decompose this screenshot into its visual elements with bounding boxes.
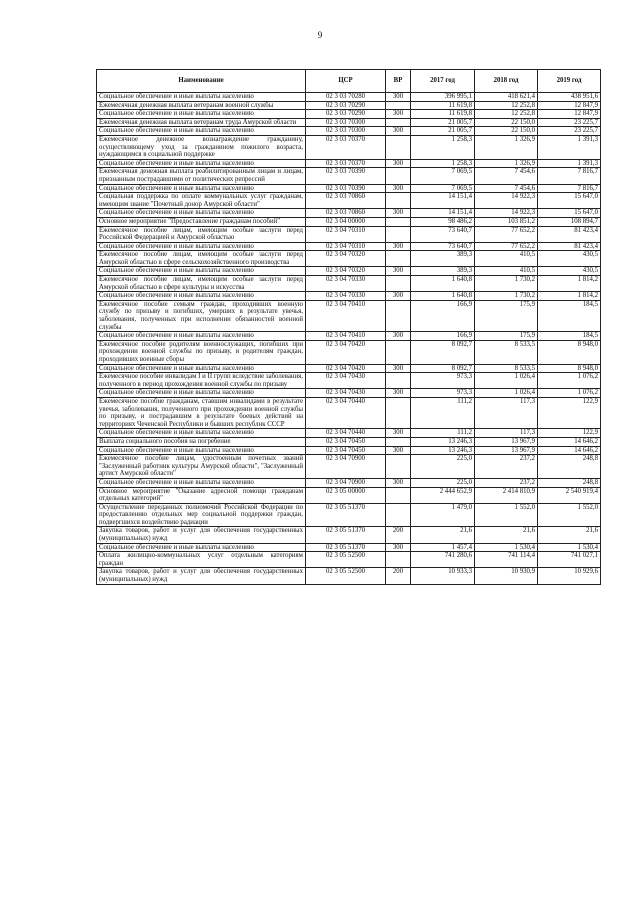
cell-2017: 13 246,3 bbox=[411, 446, 475, 455]
cell-name: Оплата жилищно-коммунальных услуг отдельным категориям граждан bbox=[97, 552, 306, 568]
header-csr: ЦСР bbox=[306, 70, 386, 93]
cell-2019: 8 948,0 bbox=[538, 340, 601, 364]
table-row bbox=[97, 110, 601, 119]
cell-2019: 184,5 bbox=[538, 300, 601, 331]
cell-2017: 1 258,3 bbox=[411, 159, 475, 168]
cell-csr: 02 3 03 70370 bbox=[306, 135, 386, 159]
table-row bbox=[97, 159, 601, 168]
cell-name: Ежемесячное пособие родителям военнослужащих, погибших при прохождении военной службы по призыву, и родителям граждан, проходивших военные сборы bbox=[97, 340, 306, 364]
cell-vr bbox=[386, 226, 411, 242]
cell-2018: 741 114,4 bbox=[475, 552, 538, 568]
cell-name: Социальная поддержка по оплате коммунальных услуг гражданам, имеющим звание "Почетный донор Амурской области" bbox=[97, 193, 306, 209]
cell-2018: 175,9 bbox=[475, 332, 538, 341]
cell-2019: 14 646,2 bbox=[538, 437, 601, 446]
cell-2018: 175,9 bbox=[475, 300, 538, 331]
cell-vr bbox=[386, 251, 411, 267]
page-number: 9 bbox=[317, 30, 323, 40]
cell-2017: 8 092,7 bbox=[411, 340, 475, 364]
table-row bbox=[97, 93, 601, 102]
cell-csr: 02 3 04 70450 bbox=[306, 446, 386, 455]
cell-vr bbox=[386, 135, 411, 159]
cell-2018: 1 730,2 bbox=[475, 276, 538, 292]
cell-csr: 02 3 04 70430 bbox=[306, 389, 386, 398]
table-row bbox=[97, 389, 601, 398]
cell-2019: 10 929,6 bbox=[538, 568, 601, 584]
table-row bbox=[97, 217, 601, 226]
cell-vr bbox=[386, 168, 411, 184]
cell-vr bbox=[386, 193, 411, 209]
cell-2018: 418 621,4 bbox=[475, 93, 538, 102]
table-row bbox=[97, 118, 601, 127]
table-row bbox=[97, 543, 601, 552]
cell-name: Выплата социального пособия на погребение bbox=[97, 437, 306, 446]
cell-2017: 1 479,0 bbox=[411, 503, 475, 527]
cell-2018: 237,2 bbox=[475, 455, 538, 479]
cell-2019: 15 647,0 bbox=[538, 209, 601, 218]
cell-2018: 8 533,5 bbox=[475, 340, 538, 364]
cell-2018: 1 552,0 bbox=[475, 503, 538, 527]
cell-vr: 300 bbox=[386, 184, 411, 193]
table-row bbox=[97, 568, 601, 584]
cell-vr: 300 bbox=[386, 446, 411, 455]
cell-2019: 248,8 bbox=[538, 455, 601, 479]
cell-2017: 1 258,3 bbox=[411, 135, 475, 159]
cell-name: Осуществление переданных полномочий Российской Федерации по предоставлению отдельных мер социальной поддержки граждан, подвергшихся воздействию радиации bbox=[97, 503, 306, 527]
cell-2017: 13 246,3 bbox=[411, 437, 475, 446]
cell-2017: 111,2 bbox=[411, 429, 475, 438]
cell-2019: 1 391,3 bbox=[538, 135, 601, 159]
cell-vr: 300 bbox=[386, 478, 411, 487]
cell-2018: 237,2 bbox=[475, 478, 538, 487]
cell-csr: 02 3 05 51370 bbox=[306, 543, 386, 552]
cell-name: Ежемесячная денежная выплата ветеранам труда Амурской области bbox=[97, 118, 306, 127]
cell-2017: 11 619,8 bbox=[411, 110, 475, 119]
cell-2018: 2 414 810,9 bbox=[475, 487, 538, 503]
cell-2017: 73 640,7 bbox=[411, 242, 475, 251]
cell-csr: 02 3 03 70300 bbox=[306, 127, 386, 136]
cell-vr: 300 bbox=[386, 267, 411, 276]
cell-csr: 02 3 05 52500 bbox=[306, 552, 386, 568]
header-2017: 2017 год bbox=[411, 70, 475, 93]
cell-vr bbox=[386, 373, 411, 389]
cell-csr: 02 3 04 70410 bbox=[306, 300, 386, 331]
cell-vr: 300 bbox=[386, 429, 411, 438]
cell-name: Закупка товаров, работ и услуг для обеспечения государственных (муниципальных) нужд bbox=[97, 568, 306, 584]
cell-2018: 13 967,9 bbox=[475, 446, 538, 455]
cell-vr bbox=[386, 455, 411, 479]
cell-2019: 14 646,2 bbox=[538, 446, 601, 455]
cell-vr bbox=[386, 217, 411, 226]
table-row bbox=[97, 184, 601, 193]
cell-name: Социальное обеспечение и иные выплаты населению bbox=[97, 267, 306, 276]
header-name: Наименование bbox=[97, 70, 306, 93]
cell-csr: 02 3 03 70860 bbox=[306, 209, 386, 218]
cell-2018: 14 922,3 bbox=[475, 193, 538, 209]
cell-2019: 81 423,4 bbox=[538, 226, 601, 242]
cell-2019: 23 225,7 bbox=[538, 118, 601, 127]
cell-csr: 02 3 03 70300 bbox=[306, 118, 386, 127]
cell-vr bbox=[386, 276, 411, 292]
cell-csr: 02 3 03 70280 bbox=[306, 93, 386, 102]
cell-2017: 21 005,7 bbox=[411, 118, 475, 127]
cell-2019: 184,5 bbox=[538, 332, 601, 341]
cell-name: Закупка товаров, работ и услуг для обеспечения государственных (муниципальных) нужд bbox=[97, 527, 306, 543]
cell-vr: 300 bbox=[386, 127, 411, 136]
table-row bbox=[97, 193, 601, 209]
cell-csr: 02 3 04 70310 bbox=[306, 242, 386, 251]
cell-2019: 122,9 bbox=[538, 429, 601, 438]
cell-2019: 12 847,9 bbox=[538, 110, 601, 119]
cell-2018: 1 326,9 bbox=[475, 135, 538, 159]
cell-2018: 8 533,5 bbox=[475, 364, 538, 373]
cell-2017: 11 619,8 bbox=[411, 101, 475, 110]
cell-2019: 2 540 919,4 bbox=[538, 487, 601, 503]
cell-csr: 02 3 04 70900 bbox=[306, 478, 386, 487]
cell-csr: 02 3 04 70320 bbox=[306, 267, 386, 276]
cell-2017: 389,3 bbox=[411, 267, 475, 276]
table-row bbox=[97, 527, 601, 543]
cell-csr: 02 3 03 70390 bbox=[306, 168, 386, 184]
table-row bbox=[97, 101, 601, 110]
cell-2018: 1 530,4 bbox=[475, 543, 538, 552]
table-row bbox=[97, 127, 601, 136]
cell-name: Ежемесячное пособие лицам, имеющим особые заслуги перед Российской Федерацией и Амурской областью bbox=[97, 226, 306, 242]
cell-2019: 8 948,0 bbox=[538, 364, 601, 373]
cell-2018: 117,3 bbox=[475, 397, 538, 428]
table-row bbox=[97, 300, 601, 331]
cell-2017: 7 069,5 bbox=[411, 168, 475, 184]
cell-name: Социальное обеспечение и иные выплаты населению bbox=[97, 429, 306, 438]
cell-vr: 300 bbox=[386, 543, 411, 552]
cell-csr: 02 3 03 70860 bbox=[306, 193, 386, 209]
cell-name: Социальное обеспечение и иные выплаты населению bbox=[97, 292, 306, 301]
cell-2017: 225,0 bbox=[411, 478, 475, 487]
cell-name: Социальное обеспечение и иные выплаты населению bbox=[97, 93, 306, 102]
table-row bbox=[97, 292, 601, 301]
table-row bbox=[97, 135, 601, 159]
cell-2017: 98 486,2 bbox=[411, 217, 475, 226]
table-row bbox=[97, 209, 601, 218]
cell-2018: 14 922,3 bbox=[475, 209, 538, 218]
cell-csr: 02 3 04 70440 bbox=[306, 397, 386, 428]
cell-2019: 438 951,6 bbox=[538, 93, 601, 102]
cell-vr: 300 bbox=[386, 364, 411, 373]
cell-2019: 430,5 bbox=[538, 267, 601, 276]
cell-name: Социальное обеспечение и иные выплаты населению bbox=[97, 332, 306, 341]
cell-2017: 2 444 652,9 bbox=[411, 487, 475, 503]
cell-vr bbox=[386, 101, 411, 110]
cell-2017: 389,3 bbox=[411, 251, 475, 267]
cell-name: Основное мероприятие "Предоставление гражданам пособий" bbox=[97, 217, 306, 226]
cell-2017: 741 280,6 bbox=[411, 552, 475, 568]
cell-name: Социальное обеспечение и иные выплаты населению bbox=[97, 543, 306, 552]
cell-2018: 103 851,2 bbox=[475, 217, 538, 226]
cell-2018: 12 252,8 bbox=[475, 101, 538, 110]
cell-2018: 1 026,4 bbox=[475, 373, 538, 389]
cell-csr: 02 3 03 70370 bbox=[306, 159, 386, 168]
table-row bbox=[97, 397, 601, 428]
cell-csr: 02 3 04 70420 bbox=[306, 340, 386, 364]
cell-name: Социальное обеспечение и иные выплаты населению bbox=[97, 159, 306, 168]
cell-2018: 1 730,2 bbox=[475, 292, 538, 301]
cell-vr bbox=[386, 552, 411, 568]
cell-csr: 02 3 04 70310 bbox=[306, 226, 386, 242]
cell-csr: 02 3 05 00000 bbox=[306, 487, 386, 503]
cell-vr: 300 bbox=[386, 292, 411, 301]
table-row bbox=[97, 455, 601, 479]
table-row bbox=[97, 437, 601, 446]
cell-vr: 300 bbox=[386, 159, 411, 168]
cell-csr: 02 3 04 70430 bbox=[306, 373, 386, 389]
cell-csr: 02 3 04 00000 bbox=[306, 217, 386, 226]
cell-2019: 7 816,7 bbox=[538, 168, 601, 184]
cell-vr: 300 bbox=[386, 209, 411, 218]
cell-2019: 1 076,2 bbox=[538, 373, 601, 389]
cell-vr: 300 bbox=[386, 242, 411, 251]
cell-2018: 1 026,4 bbox=[475, 389, 538, 398]
table-row bbox=[97, 242, 601, 251]
cell-vr bbox=[386, 437, 411, 446]
cell-name: Ежемесячное пособие семьям граждан, проходивших военную службу по призыву и погибших, умерших в результате увечья, заболевания, полученных при исполнении обязанностей военной службы bbox=[97, 300, 306, 331]
cell-csr: 02 3 05 52500 bbox=[306, 568, 386, 584]
cell-2019: 741 027,1 bbox=[538, 552, 601, 568]
cell-2018: 77 652,2 bbox=[475, 226, 538, 242]
table-row bbox=[97, 364, 601, 373]
cell-name: Ежемесячное пособие инвалидам I и II групп вследствие заболевания, полученного в период прохождения военной службы по призыву bbox=[97, 373, 306, 389]
cell-vr bbox=[386, 503, 411, 527]
cell-2017: 111,2 bbox=[411, 397, 475, 428]
cell-name: Социальное обеспечение и иные выплаты населению bbox=[97, 242, 306, 251]
cell-csr: 02 3 04 70450 bbox=[306, 437, 386, 446]
budget-table bbox=[96, 69, 601, 585]
table-row bbox=[97, 552, 601, 568]
cell-name: Социальное обеспечение и иные выплаты населению bbox=[97, 110, 306, 119]
table-header-row bbox=[97, 70, 601, 93]
cell-2019: 21,6 bbox=[538, 527, 601, 543]
cell-2018: 21,6 bbox=[475, 527, 538, 543]
cell-2019: 7 816,7 bbox=[538, 184, 601, 193]
cell-csr: 02 3 04 70410 bbox=[306, 332, 386, 341]
cell-vr bbox=[386, 300, 411, 331]
table-row bbox=[97, 340, 601, 364]
cell-name: Ежемесячное денежное вознаграждение гражданину, осуществляющему уход за гражданином пожилого возраста, нуждающимся в социальной поддержке bbox=[97, 135, 306, 159]
cell-csr: 02 3 04 70440 bbox=[306, 429, 386, 438]
cell-2019: 108 894,7 bbox=[538, 217, 601, 226]
cell-2018: 7 454,6 bbox=[475, 184, 538, 193]
cell-vr bbox=[386, 397, 411, 428]
cell-vr: 300 bbox=[386, 332, 411, 341]
cell-vr: 300 bbox=[386, 389, 411, 398]
cell-name: Ежемесячное пособие лицам, удостоенным почетных званий "Заслуженный работник культуры Амурской области", "Заслуженный артист Амурской области" bbox=[97, 455, 306, 479]
cell-vr bbox=[386, 487, 411, 503]
cell-name: Социальное обеспечение и иные выплаты населению bbox=[97, 127, 306, 136]
cell-2019: 1 814,2 bbox=[538, 292, 601, 301]
cell-vr bbox=[386, 340, 411, 364]
cell-2018: 22 150,0 bbox=[475, 127, 538, 136]
table-row bbox=[97, 478, 601, 487]
cell-csr: 02 3 04 70420 bbox=[306, 364, 386, 373]
header-2018: 2018 год bbox=[475, 70, 538, 93]
cell-2018: 410,5 bbox=[475, 251, 538, 267]
cell-2019: 430,5 bbox=[538, 251, 601, 267]
cell-2018: 77 652,2 bbox=[475, 242, 538, 251]
table-row bbox=[97, 332, 601, 341]
header-2019: 2019 год bbox=[538, 70, 601, 93]
cell-2019: 12 847,9 bbox=[538, 101, 601, 110]
cell-2017: 14 151,4 bbox=[411, 209, 475, 218]
cell-2019: 1 530,4 bbox=[538, 543, 601, 552]
cell-csr: 02 3 03 70290 bbox=[306, 110, 386, 119]
table-row bbox=[97, 251, 601, 267]
cell-vr: 200 bbox=[386, 527, 411, 543]
table-row bbox=[97, 429, 601, 438]
cell-2017: 7 069,5 bbox=[411, 184, 475, 193]
cell-name: Социальное обеспечение и иные выплаты населению bbox=[97, 389, 306, 398]
table-row bbox=[97, 373, 601, 389]
cell-2019: 122,9 bbox=[538, 397, 601, 428]
cell-2017: 166,9 bbox=[411, 332, 475, 341]
cell-2019: 15 647,0 bbox=[538, 193, 601, 209]
table-row bbox=[97, 446, 601, 455]
cell-name: Ежемесячное пособие гражданам, ставшим инвалидами в результате увечья, заболевания, полученного при прохождении военной службы по призыву, и пострадавшим в результате боевых действий на территориях Чеченской Республики и бывших республик СССР bbox=[97, 397, 306, 428]
cell-2018: 410,5 bbox=[475, 267, 538, 276]
cell-2017: 1 640,8 bbox=[411, 276, 475, 292]
cell-vr: 300 bbox=[386, 93, 411, 102]
cell-vr bbox=[386, 118, 411, 127]
cell-csr: 02 3 05 51370 bbox=[306, 527, 386, 543]
table-row bbox=[97, 267, 601, 276]
cell-vr: 300 bbox=[386, 110, 411, 119]
cell-csr: 02 3 04 70330 bbox=[306, 276, 386, 292]
cell-vr: 200 bbox=[386, 568, 411, 584]
cell-2019: 23 225,7 bbox=[538, 127, 601, 136]
cell-2017: 73 640,7 bbox=[411, 226, 475, 242]
cell-2017: 21,6 bbox=[411, 527, 475, 543]
cell-csr: 02 3 03 70390 bbox=[306, 184, 386, 193]
cell-2019: 248,8 bbox=[538, 478, 601, 487]
cell-2018: 13 967,9 bbox=[475, 437, 538, 446]
cell-2017: 10 933,3 bbox=[411, 568, 475, 584]
cell-2019: 1 552,0 bbox=[538, 503, 601, 527]
cell-name: Ежемесячная денежная выплата ветеранам военной службы bbox=[97, 101, 306, 110]
cell-2019: 81 423,4 bbox=[538, 242, 601, 251]
cell-2017: 166,9 bbox=[411, 300, 475, 331]
table-body bbox=[97, 93, 601, 585]
cell-name: Социальное обеспечение и иные выплаты населению bbox=[97, 209, 306, 218]
table-row bbox=[97, 487, 601, 503]
cell-2018: 7 454,6 bbox=[475, 168, 538, 184]
cell-2017: 973,3 bbox=[411, 373, 475, 389]
cell-2017: 1 640,8 bbox=[411, 292, 475, 301]
cell-2019: 1 814,2 bbox=[538, 276, 601, 292]
table-row bbox=[97, 226, 601, 242]
cell-csr: 02 3 04 70320 bbox=[306, 251, 386, 267]
cell-2017: 21 005,7 bbox=[411, 127, 475, 136]
cell-2017: 8 092,7 bbox=[411, 364, 475, 373]
cell-2017: 1 457,4 bbox=[411, 543, 475, 552]
cell-name: Ежемесячное пособие лицам, имеющим особые заслуги перед Амурской областью в сфере сельскохозяйственного производства bbox=[97, 251, 306, 267]
cell-csr: 02 3 05 51370 bbox=[306, 503, 386, 527]
header-vr: ВР bbox=[386, 70, 411, 93]
cell-name: Основное мероприятие "Оказание адресной помощи гражданам отдельных категорий" bbox=[97, 487, 306, 503]
cell-2018: 22 150,0 bbox=[475, 118, 538, 127]
cell-2017: 225,0 bbox=[411, 455, 475, 479]
cell-name: Социальное обеспечение и иные выплаты населению bbox=[97, 478, 306, 487]
table-row bbox=[97, 276, 601, 292]
table-row bbox=[97, 168, 601, 184]
cell-name: Социальное обеспечение и иные выплаты населению bbox=[97, 446, 306, 455]
cell-2017: 396 995,1 bbox=[411, 93, 475, 102]
cell-csr: 02 3 03 70290 bbox=[306, 101, 386, 110]
cell-name: Социальное обеспечение и иные выплаты населению bbox=[97, 364, 306, 373]
cell-csr: 02 3 04 70900 bbox=[306, 455, 386, 479]
cell-csr: 02 3 04 70330 bbox=[306, 292, 386, 301]
cell-name: Ежемесячное пособие лицам, имеющим особые заслуги перед Амурской областью в сфере культуры и искусства bbox=[97, 276, 306, 292]
cell-2018: 1 326,9 bbox=[475, 159, 538, 168]
cell-name: Ежемесячная денежная выплата реабилитированным лицам и лицам, признанным пострадавшими от политических репрессий bbox=[97, 168, 306, 184]
cell-2017: 14 151,4 bbox=[411, 193, 475, 209]
cell-2017: 973,3 bbox=[411, 389, 475, 398]
cell-2018: 10 930,9 bbox=[475, 568, 538, 584]
cell-2019: 1 076,2 bbox=[538, 389, 601, 398]
cell-2019: 1 391,3 bbox=[538, 159, 601, 168]
cell-name: Социальное обеспечение и иные выплаты населению bbox=[97, 184, 306, 193]
table-row bbox=[97, 503, 601, 527]
cell-2018: 12 252,8 bbox=[475, 110, 538, 119]
cell-2018: 117,3 bbox=[475, 429, 538, 438]
